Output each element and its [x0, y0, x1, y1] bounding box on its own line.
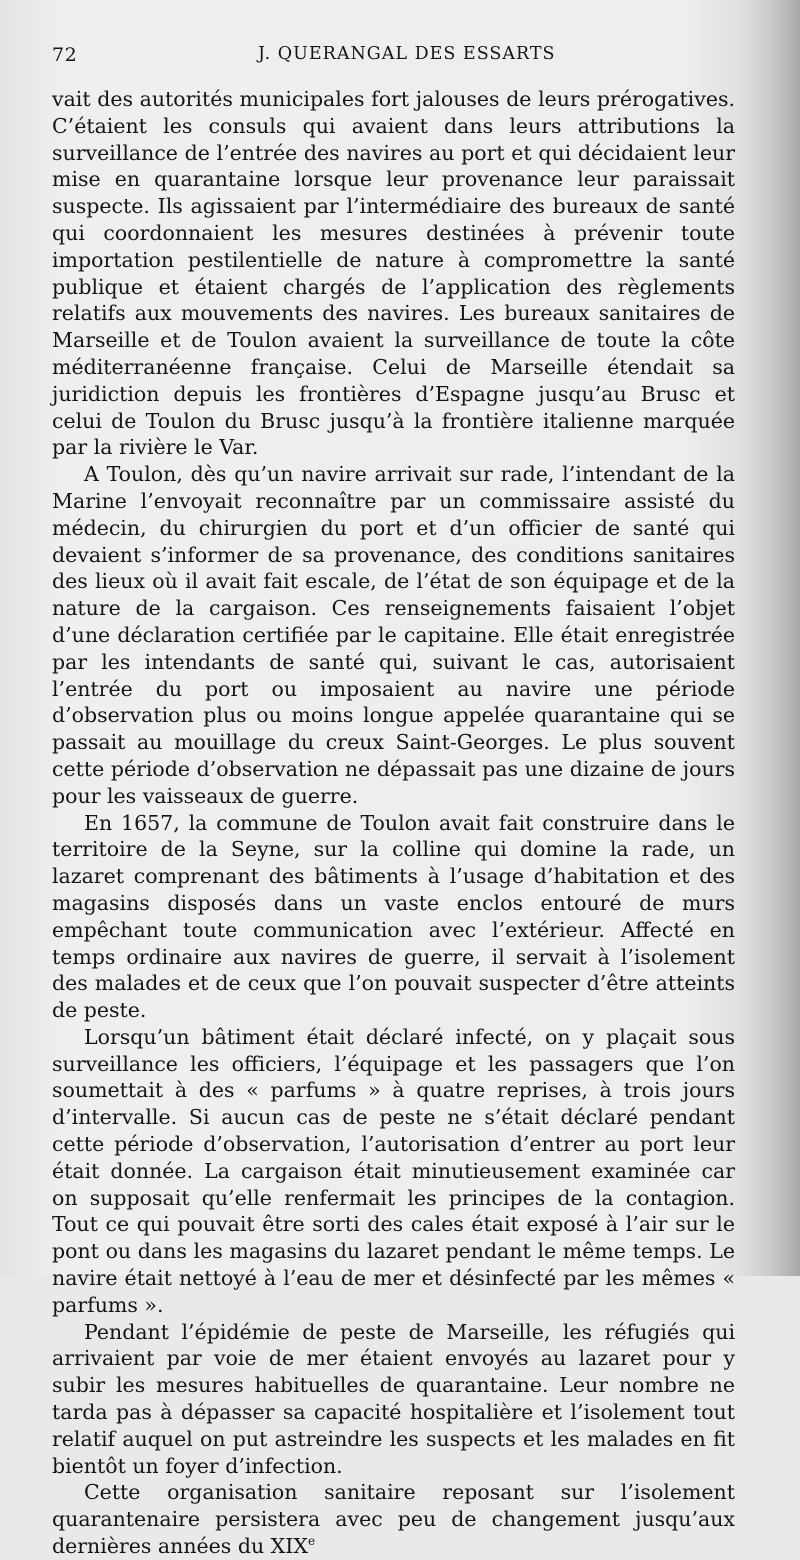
paragraph-4: Lorsqu’un bâtiment était déclaré infecté, on y plaçait sous surveillance les officiers, l’équipage et les passagers que l’on soumettait à des « parfums » à quatre reprises, à trois jours d’intervalle. Si aucun cas de peste ne s’était déclaré pendant cette période d’observation, l’autorisation d’entrer au port leur était donnée. La cargaison était minutieusement examinée car on supposait qu’elle renfermait les principes de la contagion. Tout ce qui pouvait être sorti des cales était exposé à l’air sur le pont ou dans les magasins du lazaret pendant le même temps. Le navire était nettoyé à l’eau de mer et désinfecté par les mêmes « parfums ». [52, 1024, 735, 1317]
page-header [52, 44, 732, 76]
paragraph-1: vait des autorités municipales fort jalouses de leurs prérogatives. C’étaient les consuls qui avaient dans leurs attributions la surveillance de l’entrée des navires au port et qui décidaient leur mise en quarantaine lorsque leur provenance leur paraissait suspecte. Ils agissaient par l’intermédiaire des bureaux de santé qui coordonnaient les mesures destinées à prévenir toute importation pestilentielle de nature à compromettre la santé publique et étaient chargés de l’application des règlements relatifs aux mouvements des navires. Les bureaux sanitaires de Marseille et de Toulon avaient la surveillance de toute la côte méditerranéenne française. Celui de Marseille étendait sa juridiction depuis les frontières d’Espagne jusqu’au Brusc et celui de Toulon du Brusc jusqu’à la frontière italienne marquée par la rivière le Var. [52, 87, 735, 460]
page-edge-shadow [740, 0, 800, 1276]
paragraph-3: En 1657, la commune de Toulon avait fait construire dans le territoire de la Seyne, sur la colline qui domine la rade, un lazaret comprenant des bâtiments à l’usage d’habitation et des magasins disposés dans un vaste enclos entouré de murs empêchant toute communication avec l’extérieur. Affecté en temps ordinaire aux navires de guerre, il servait à l’isolement des malades et de ceux que l’on pouvait suspecter d’être atteints de peste. [52, 810, 735, 1023]
paragraph-6-text: Cette organisation sanitaire reposant sur l’isolement quarantenaire persistera avec peu de changement jusqu’aux dernières années du XIX [52, 1480, 735, 1559]
body-text [52, 86, 735, 1560]
running-head: J. QUERANGAL DES ESSARTS [258, 44, 556, 64]
century-superscript: e [307, 1534, 316, 1549]
paragraph-6 [52, 1479, 735, 1559]
page-number: 72 [52, 44, 78, 66]
paragraph-5: Pendant l’épidémie de peste de Marseille, les réfugiés qui arrivaient par voie de mer étaient envoyés au lazaret pour y subir les mesures habituelles de quarantaine. Leur nombre ne tarda pas à dépasser sa capacité hospitalière et l’isolement tout relatif auquel on put astreindre les suspects et les malades en fit bientôt un foyer d’infection. [52, 1319, 735, 1478]
paragraph-2: A Toulon, dès qu’un navire arrivait sur rade, l’intendant de la Marine l’envoyait reconnaître par un commissaire assisté du médecin, du chirurgien du port et d’un officier de santé qui devaient s’informer de sa provenance, des conditions sanitaires des lieux où il avait fait escale, de l’état de son équipage et de la nature de la cargaison. Ces renseignements faisaient l’objet d’une déclaration certifiée par le capitaine. Elle était enregistrée par les intendants de santé qui, suivant le cas, autorisaient l’entrée du port ou imposaient au navire une période d’observation plus ou moins longue appelée quarantaine qui se passait au mouillage du creux Saint-Georges. Le plus souvent cette période d’observation ne dépassait pas une dizaine de jours pour les vaisseaux de guerre. [52, 462, 735, 808]
